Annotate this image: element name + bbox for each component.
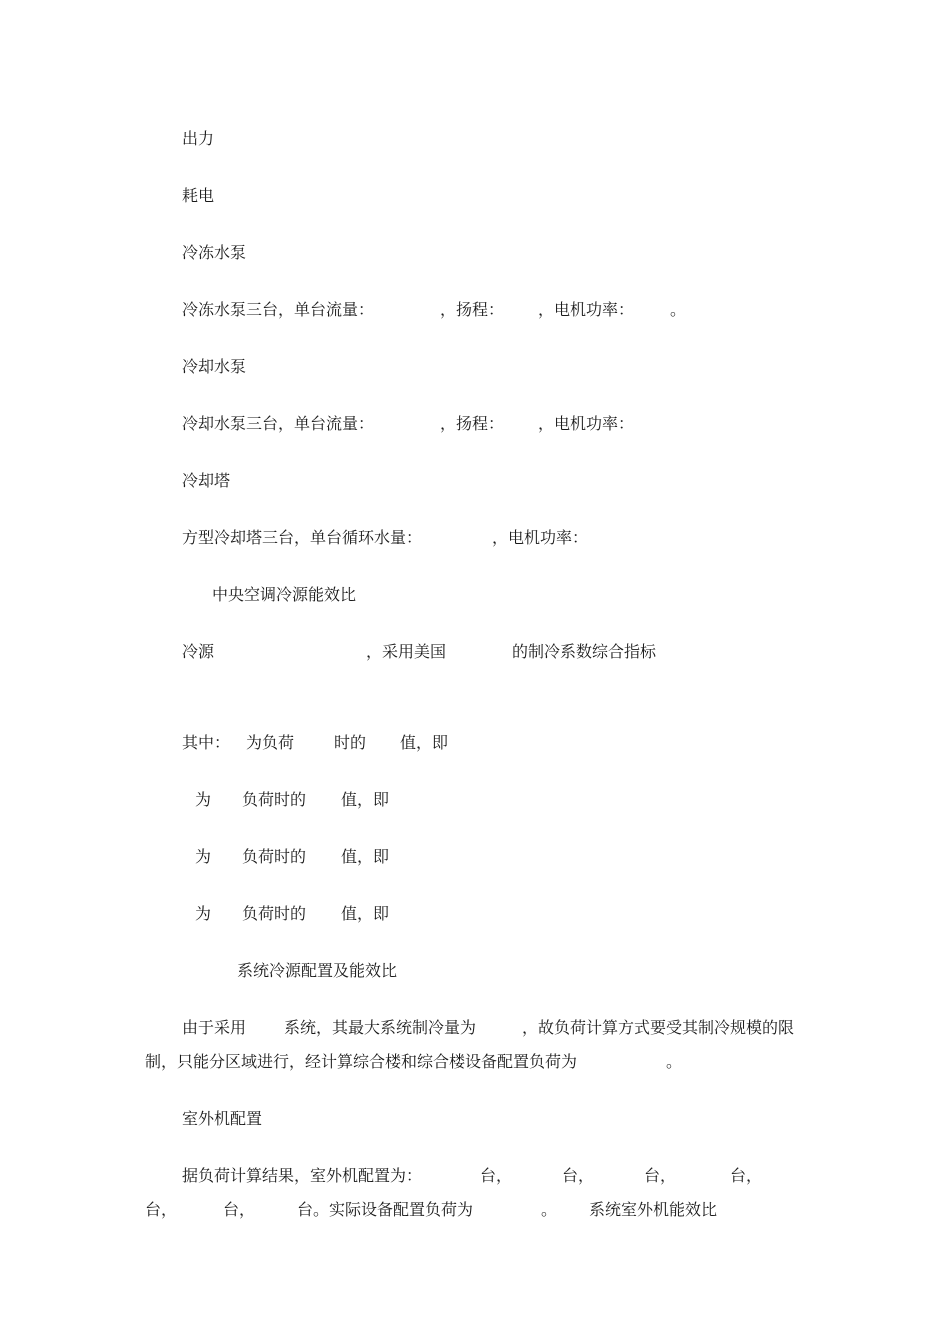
text-segment: 值，即	[341, 904, 390, 923]
text-central-ac-cop: 中央空调冷源能效比	[212, 585, 357, 604]
text-segment: 负荷时的	[242, 790, 307, 809]
text-segment: ，电机功率：	[538, 300, 635, 319]
text-segment: ，电机功率：	[492, 528, 589, 547]
text-segment: 冷冻水泵三台，单台流量：	[182, 300, 375, 319]
text-output: 出力	[182, 129, 215, 148]
text-system-config-cop: 系统冷源配置及能效比	[237, 961, 398, 980]
paragraph-load-item-2	[195, 847, 390, 867]
heading-power-consumption	[182, 186, 215, 206]
paragraph-where	[182, 733, 449, 753]
text-outdoor-unit-config: 室外机配置	[182, 1109, 263, 1128]
text-segment: ，扬程：	[440, 300, 505, 319]
text-segment: 台，	[223, 1200, 256, 1219]
text-segment: 负荷时的	[242, 847, 307, 866]
text-segment: 为	[195, 904, 212, 923]
paragraph-outdoor-units-line2	[145, 1200, 718, 1220]
text-segment: 为	[195, 790, 212, 809]
text-chilled-water-pump: 冷冻水泵	[182, 243, 247, 262]
paragraph-cooling-tower-spec	[182, 528, 589, 548]
text-segment: ，采用美国	[366, 642, 447, 661]
text-segment: 值，即	[400, 733, 449, 752]
text-segment: 为	[195, 847, 212, 866]
heading-outdoor-unit-config	[182, 1109, 263, 1129]
text-segment: 其中：	[182, 733, 231, 752]
text-segment: 冷源	[182, 642, 215, 661]
text-segment: 时的	[334, 733, 367, 752]
text-segment: 的制冷系数综合指标	[512, 642, 657, 661]
text-segment: 。	[670, 300, 687, 319]
text-power-consumption: 耗电	[182, 186, 215, 205]
paragraph-cooling-pump-spec	[182, 414, 635, 434]
text-segment: 。	[666, 1052, 683, 1071]
text-segment: 冷却水泵三台，单台流量：	[182, 414, 375, 433]
heading-cooling-water-pump	[182, 357, 247, 377]
text-segment: 。	[541, 1200, 558, 1219]
text-segment: ，扬程：	[440, 414, 505, 433]
text-segment: 值，即	[341, 847, 390, 866]
text-segment: 方型冷却塔三台，单台循环水量：	[182, 528, 423, 547]
heading-cooling-tower	[182, 471, 231, 491]
paragraph-system-limit-line1	[182, 1018, 795, 1038]
heading-system-config-cop	[237, 961, 398, 981]
text-segment: 台，	[562, 1166, 595, 1185]
paragraph-chilled-pump-spec	[182, 300, 687, 320]
text-segment: 系统室外机能效比	[589, 1200, 718, 1219]
paragraph-system-limit-line2	[145, 1052, 683, 1072]
text-cooling-water-pump: 冷却水泵	[182, 357, 247, 376]
text-segment: 台，	[644, 1166, 677, 1185]
text-segment: 据负荷计算结果，室外机配置为：	[182, 1166, 423, 1185]
heading-chilled-water-pump	[182, 243, 247, 263]
text-segment: ，电机功率：	[538, 414, 635, 433]
text-segment: ，故负荷计算方式要受其制冷规模的限	[522, 1018, 795, 1037]
text-segment: 负荷时的	[242, 904, 307, 923]
paragraph-load-item-1	[195, 790, 390, 810]
heading-output	[182, 129, 215, 149]
heading-central-ac-cop	[212, 585, 357, 605]
text-segment: 由于采用	[182, 1018, 247, 1037]
paragraph-cold-source	[182, 642, 657, 662]
text-cooling-tower: 冷却塔	[182, 471, 231, 490]
text-segment: 台。实际设备配置负荷为	[297, 1200, 474, 1219]
paragraph-outdoor-units-line1	[182, 1166, 763, 1186]
paragraph-load-item-3	[195, 904, 390, 924]
text-segment: 值，即	[341, 790, 390, 809]
text-segment: 台，	[730, 1166, 763, 1185]
text-segment: 系统，其最大系统制冷量为	[284, 1018, 477, 1037]
text-segment: 台，	[145, 1200, 178, 1219]
text-segment: 台，	[480, 1166, 513, 1185]
text-segment: 制，只能分区域进行，经计算综合楼和综合楼设备配置负荷为	[145, 1052, 578, 1071]
text-segment: 为负荷	[246, 733, 295, 752]
